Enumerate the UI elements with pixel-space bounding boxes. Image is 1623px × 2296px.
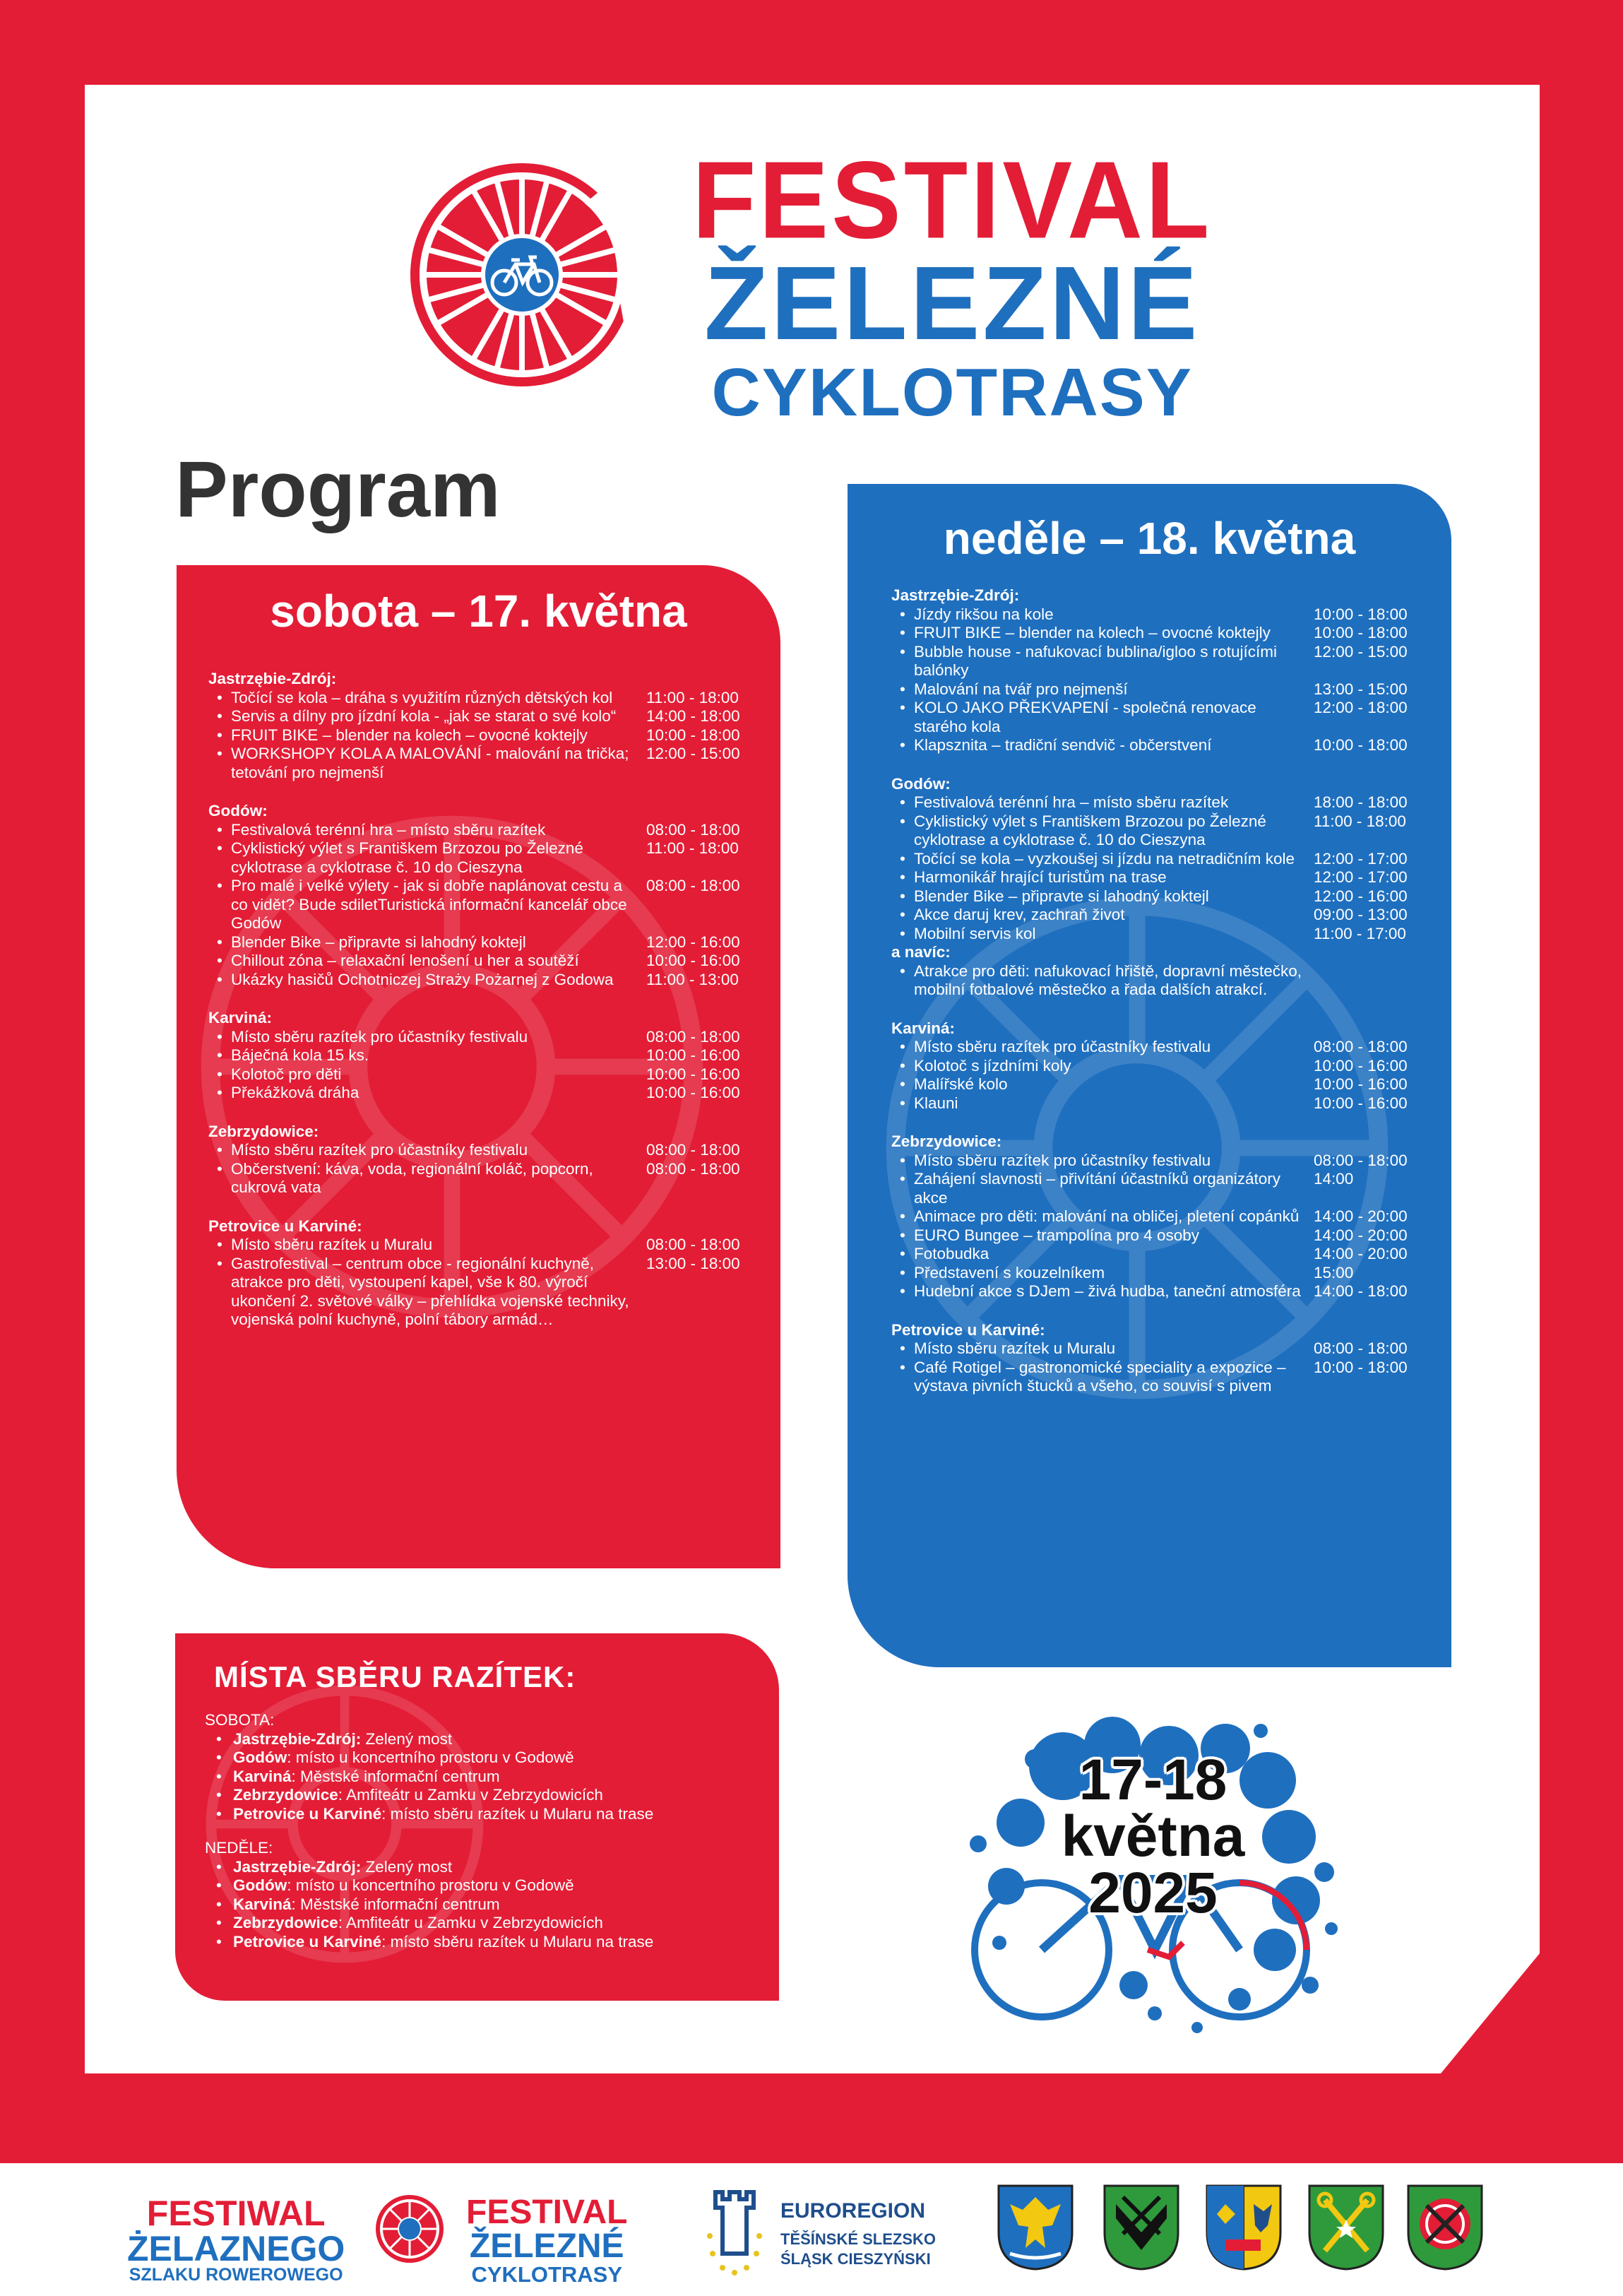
schedule-item: [891, 793, 1430, 812]
cz-logo-line1: FESTIVAL: [466, 2194, 628, 2231]
small-wheel-logo-icon: [374, 2194, 445, 2264]
schedule-section: [208, 802, 759, 989]
bullet-icon: •: [900, 605, 905, 623]
bullet-icon: •: [900, 906, 905, 923]
section-title: Karviná:: [891, 1019, 956, 1037]
schedule-item: [891, 1075, 1430, 1094]
schedule-item: [891, 736, 1430, 755]
stamps-group: [205, 1711, 765, 1823]
schedule-item: [208, 839, 759, 877]
event-time: 12:00 - 17:00: [1314, 868, 1408, 886]
event-time: 10:00 - 18:00: [1314, 1358, 1408, 1376]
schedule-item: [208, 952, 759, 971]
crest-green-black-icon: [1102, 2183, 1181, 2271]
event-text: Místo sběru razítek pro účastníky festivalu: [914, 1151, 1211, 1169]
event-time: 09:00 - 13:00: [1314, 906, 1408, 923]
bullet-icon: •: [900, 642, 905, 661]
schedule-item: [891, 868, 1430, 887]
event-time: 11:00 - 18:00: [646, 839, 739, 857]
section-title: Godów:: [208, 802, 268, 819]
event-time: 12:00 - 16:00: [1314, 887, 1408, 905]
event-text: Zahájení slavnosti – přivítání účastníků organizátory akce: [914, 1170, 1281, 1207]
stamp-location: [205, 1730, 765, 1749]
section-extra-title: a navíc:: [891, 943, 951, 961]
event-time: 10:00 - 16:00: [646, 1065, 740, 1083]
event-text: Představení s kouzelníkem: [914, 1263, 1105, 1282]
event-text: Hudební akce s DJem – živá hudba, taneční atmosféra: [914, 1282, 1301, 1300]
bullet-icon: •: [217, 1141, 222, 1159]
bullet-icon: •: [217, 745, 222, 762]
event-text: Místo sběru razítek u Muralu: [914, 1339, 1116, 1357]
dates-text: [957, 1748, 1349, 1925]
stamp-place: Zebrzydowice: [233, 1914, 338, 1931]
event-time: 10:00 - 16:00: [1314, 1075, 1408, 1093]
bullet-icon: •: [216, 1748, 222, 1766]
stamps-group: [205, 1839, 765, 1951]
event-time: 12:00 - 17:00: [1314, 849, 1408, 868]
bullet-icon: •: [216, 1786, 222, 1804]
stamp-location: [205, 1858, 765, 1877]
bullet-icon: •: [900, 1358, 905, 1376]
schedule-section: [208, 1009, 759, 1103]
schedule-section: [208, 670, 759, 782]
pl-logo-line3: SZLAKU ROWEROWEGO: [129, 2265, 343, 2285]
bullet-icon: •: [900, 1170, 905, 1188]
stamp-location: [205, 1895, 765, 1915]
bullet-icon: •: [216, 1857, 222, 1876]
event-time: 10:00 - 16:00: [1314, 1056, 1408, 1075]
schedule-item: [208, 1084, 759, 1103]
sunday-schedule: [891, 586, 1430, 1416]
bullet-icon: •: [217, 1084, 222, 1101]
event-text: Místo sběru razítek pro účastníky festivalu: [914, 1038, 1211, 1055]
pl-logo-line2: ŻELAZNEGO: [127, 2229, 345, 2268]
bullet-icon: •: [216, 1729, 222, 1748]
event-time: 18:00 - 18:00: [1314, 793, 1408, 811]
event-text: Cyklistický výlet s Františkem Brzozou po Železné cyklotrase a cyklotrase č. 10 do Cieszyna: [231, 839, 583, 876]
bullet-icon: •: [217, 839, 222, 857]
bullet-icon: •: [217, 1159, 222, 1178]
event-time: 11:00 - 18:00: [646, 688, 739, 706]
event-text: Festivalová terénní hra – místo sběru razítek: [231, 820, 546, 839]
event-time: 08:00 - 18:00: [646, 1141, 740, 1159]
event-time: 08:00 - 18:00: [1314, 1038, 1408, 1055]
stamp-location: [205, 1786, 765, 1805]
stamp-place: Petrovice u Karviné: [233, 1804, 382, 1823]
event-time: 12:00 - 16:00: [646, 933, 740, 951]
stamp-desc: : místo u koncertního prostoru v Godowě: [287, 1748, 574, 1766]
bullet-icon: •: [900, 1245, 905, 1262]
event-text: Harmonikář hrající turistům na trase: [914, 868, 1167, 886]
event-text: Místo sběru razítek pro účastníky festivalu: [231, 1027, 528, 1046]
saturday-heading: sobota – 17. května: [270, 586, 687, 637]
schedule-section: [208, 1217, 759, 1330]
bullet-icon: •: [900, 1094, 905, 1112]
event-text: Točící se kola – vyzkoušej si jízdu na netradičním kole: [914, 849, 1295, 868]
bullet-icon: •: [216, 1804, 222, 1823]
title-line-festival: FESTIVAL: [692, 138, 1213, 262]
event-text: Bubble house - nafukovací bublina/igloo s rotujícími balónky: [914, 642, 1278, 679]
stamp-desc: Zelený most: [361, 1729, 453, 1748]
stamp-desc: : Amfiteátr u Zamku v Zebrzydowicích: [338, 1786, 603, 1804]
event-time: 08:00 - 18:00: [646, 1159, 740, 1178]
schedule-item: [891, 605, 1430, 625]
bullet-icon: •: [900, 1075, 905, 1093]
stamp-desc: : místo sběru razítek u Mularu na trase: [381, 1804, 654, 1823]
event-time: 13:00 - 18:00: [646, 1254, 740, 1272]
event-text: Atrakce pro děti: nafukovací hřiště, dopravní městečko, mobilní fotbalové městečko a řada dalších atrakcí.: [914, 961, 1302, 998]
schedule-section: [891, 775, 1430, 1000]
bullet-icon: •: [900, 1151, 905, 1169]
bullet-icon: •: [900, 624, 905, 641]
schedule-item: [208, 1141, 759, 1160]
event-time: 10:00 - 16:00: [646, 952, 740, 969]
stamp-place: Godów: [233, 1876, 287, 1894]
bullet-icon: •: [900, 924, 905, 942]
event-time: 14:00 - 20:00: [1314, 1226, 1408, 1244]
stamps-list: [205, 1711, 765, 1967]
crest-green-keys-icon: [1307, 2183, 1386, 2271]
stamp-location: [205, 1876, 765, 1895]
stamp-desc: : místo sběru razítek u Mularu na trase: [381, 1932, 654, 1951]
cz-logo-line2: ŽELEZNÉ: [469, 2227, 624, 2265]
event-text: Gastrofestival – centrum obce - regionální kuchyně, atrakce pro děti, vystoupení kapel, vše k 80. výročí ukončení 2. světové války – přehlídka vojenské techniky, vojenská polní kuchyně, polní tábory armád…: [231, 1254, 629, 1328]
schedule-item: [891, 962, 1430, 1000]
event-time: 13:00 - 15:00: [1314, 680, 1408, 698]
schedule-item: [208, 1065, 759, 1084]
title-line-cyklotrasy: CYKLOTRASY: [711, 355, 1193, 430]
bullet-icon: •: [900, 1226, 905, 1244]
schedule-item: [891, 1264, 1430, 1283]
bullet-icon: •: [217, 952, 222, 969]
stamps-heading: MÍSTA SBĚRU RAZÍTEK:: [214, 1660, 576, 1693]
schedule-item: [891, 1282, 1430, 1301]
sunday-panel: [848, 484, 1451, 1667]
event-time: 10:00 - 18:00: [1314, 624, 1408, 641]
stamp-location: [205, 1914, 765, 1933]
schedule-item: [891, 1207, 1430, 1226]
event-text: Malování na tvář pro nejmenší: [914, 680, 1128, 698]
event-time: 08:00 - 18:00: [646, 1027, 740, 1046]
section-title: Zebrzydowice:: [891, 1132, 1002, 1150]
event-time: 14:00 - 20:00: [1314, 1207, 1408, 1225]
event-text: Kolotoč s jízdními koly: [914, 1056, 1071, 1075]
schedule-item: [891, 643, 1430, 680]
schedule-item: [891, 1170, 1430, 1207]
event-text: Ukázky hasičů Ochotniczej Straży Pożarnej z Godowa: [231, 970, 614, 988]
schedule-item: [208, 707, 759, 726]
event-text: Cyklistický výlet s Františkem Brzozou po Železné cyklotrase a cyklotrase č. 10 do Cieszyna: [914, 812, 1266, 848]
stamp-location: [205, 1748, 765, 1768]
event-time: 11:00 - 18:00: [1314, 812, 1406, 830]
event-time: 12:00 - 18:00: [1314, 699, 1408, 716]
schedule-item: [891, 1245, 1430, 1264]
event-time: [1314, 962, 1430, 1000]
schedule-item: [208, 726, 759, 745]
event-text: Klapsznita – tradiční sendvič - občerstvení: [914, 736, 1212, 754]
bullet-icon: •: [900, 868, 905, 886]
saturday-schedule: [208, 670, 759, 1349]
schedule-section: [891, 1321, 1430, 1396]
festival-wheel-logo: [408, 161, 636, 389]
stamp-place: Karviná: [233, 1895, 292, 1913]
crest-yellow-eagle-icon: [996, 2183, 1075, 2271]
schedule-item: [208, 1028, 759, 1047]
stamp-place: Godów: [233, 1748, 287, 1766]
event-text: KOLO JAKO PŘEKVAPENÍ - společná renovace starého kola: [914, 699, 1256, 735]
bullet-icon: •: [900, 736, 905, 754]
event-time: 12:00 - 15:00: [646, 745, 740, 762]
bullet-icon: •: [900, 1339, 905, 1357]
stamp-location: [205, 1768, 765, 1787]
schedule-item: [891, 1339, 1430, 1359]
schedule-item: [891, 850, 1430, 869]
euroregion-pl-name: ŚLĄSK CIESZYŃSKI: [780, 2250, 931, 2268]
event-time: 10:00 - 18:00: [646, 726, 740, 744]
schedule-section: [891, 1132, 1430, 1301]
schedule-item: [891, 1359, 1430, 1396]
bullet-icon: •: [900, 849, 905, 868]
sunday-heading: neděle – 18. května: [943, 513, 1356, 564]
program-heading: Program: [175, 445, 501, 533]
stamp-desc: : Amfiteátr u Zamku v Zebrzydowicích: [338, 1914, 603, 1931]
event-time: 11:00 - 17:00: [1314, 924, 1406, 942]
event-text: WORKSHOPY KOLA A MALOVÁNÍ - malování na trička; tetování pro nejmenší: [231, 745, 629, 781]
stamp-desc: : místo u koncertního prostoru v Godowě: [287, 1876, 574, 1894]
event-text: Festivalová terénní hra – místo sběru razítek: [914, 793, 1229, 811]
schedule-item: [208, 1160, 759, 1197]
bullet-icon: •: [216, 1914, 222, 1931]
schedule-item: [891, 1226, 1430, 1245]
bullet-icon: •: [900, 1056, 905, 1075]
bullet-icon: •: [900, 812, 905, 830]
saturday-panel: [177, 565, 780, 1568]
event-text: Točící se kola – dráha s využitím různých dětských kol: [231, 688, 613, 706]
stamp-location: [205, 1933, 765, 1952]
bullet-icon: •: [217, 726, 222, 744]
bullet-icon: •: [900, 961, 905, 980]
bullet-icon: •: [217, 1046, 222, 1064]
stamps-day-title: NEDĚLE:: [205, 1839, 273, 1857]
event-text: EURO Bungee – trampolína pro 4 osoby: [914, 1226, 1199, 1244]
schedule-item: [891, 1038, 1430, 1057]
title-line-zelezne: ŽELEZNÉ: [704, 245, 1201, 362]
section-title: Karviná:: [208, 1009, 273, 1026]
event-time: 10:00 - 16:00: [646, 1046, 740, 1064]
bullet-icon: •: [900, 699, 905, 716]
event-text: Café Rotigel – gastronomické speciality a expozice – výstava pivních štucků a všeho, co souvisí s pivem: [914, 1358, 1286, 1395]
stamp-place: Jastrzębie-Zdrój:: [233, 1857, 362, 1876]
stamp-place: Jastrzębie-Zdrój:: [233, 1729, 362, 1748]
event-time: 11:00 - 13:00: [646, 970, 739, 988]
schedule-item: [891, 1152, 1430, 1171]
event-time: 12:00 - 15:00: [1314, 642, 1408, 661]
event-time: 14:00 - 18:00: [1314, 1282, 1408, 1300]
bullet-icon: •: [217, 1236, 222, 1253]
event-text: Občerstvení: káva, voda, regionální koláč, popcorn, cukrová vata: [231, 1159, 593, 1196]
event-text: Fotobudka: [914, 1245, 989, 1262]
pl-logo-line1: FESTIWAL: [146, 2194, 326, 2233]
section-title: Godów:: [891, 774, 951, 793]
dates-month: května: [1061, 1804, 1245, 1869]
event-text: Blender Bike – připravte si lahodný koktejl: [914, 887, 1209, 905]
section-title: Petrovice u Karviné:: [208, 1217, 362, 1235]
event-time: 10:00 - 18:00: [1314, 736, 1408, 754]
schedule-item: [891, 680, 1430, 699]
stamp-desc: Zelený most: [361, 1857, 453, 1876]
schedule-section: [891, 1019, 1430, 1113]
stamp-desc: : Městské informační centrum: [291, 1895, 500, 1913]
stamp-place: Petrovice u Karviné: [233, 1932, 382, 1951]
event-time: 14:00 - 20:00: [1314, 1245, 1408, 1262]
event-time: 08:00 - 18:00: [646, 1236, 740, 1253]
event-text: Překážková dráha: [231, 1084, 359, 1101]
event-time: 08:00 - 18:00: [646, 820, 740, 839]
bullet-icon: •: [217, 1027, 222, 1046]
event-time: 10:00 - 16:00: [1314, 1094, 1408, 1112]
schedule-item: [208, 1236, 759, 1255]
euroregion-tower-icon: [703, 2186, 766, 2278]
section-title: Jastrzębie-Zdrój:: [208, 670, 337, 687]
schedule-item: [891, 906, 1430, 925]
bullet-icon: •: [900, 793, 905, 811]
event-text: Mobilní servis kol: [914, 924, 1036, 942]
crest-eagle-blue-icon: [1204, 2183, 1283, 2271]
event-text: Akce daruj krev, zachraň život: [914, 906, 1125, 923]
event-text: Místo sběru razítek u Muralu: [231, 1236, 433, 1253]
event-text: Servis a dílny pro jízdní kola - „jak se starat o své kolo“: [231, 707, 617, 725]
cz-logo-line3: CYKLOTRASY: [471, 2262, 623, 2287]
stamps-panel: [175, 1633, 779, 2001]
section-title: Petrovice u Karviné:: [891, 1320, 1045, 1339]
bullet-icon: •: [217, 820, 222, 839]
bullet-icon: •: [216, 1895, 222, 1913]
schedule-item: [891, 699, 1430, 736]
event-text: FRUIT BIKE – blender na kolech – ovocné koktejly: [231, 726, 588, 744]
event-time: 14:00 - 18:00: [646, 707, 740, 725]
stamp-place: Zebrzydowice: [233, 1786, 338, 1804]
bullet-icon: •: [217, 688, 222, 706]
bullet-icon: •: [900, 1038, 905, 1055]
pl-festival-logo: [127, 2196, 345, 2284]
schedule-item: [208, 1046, 759, 1065]
schedule-item: [208, 877, 759, 933]
stamp-location: [205, 1805, 765, 1824]
event-time: 10:00 - 16:00: [646, 1084, 740, 1101]
dates-badge: [957, 1717, 1349, 2042]
schedule-item: [891, 1057, 1430, 1076]
bullet-icon: •: [900, 887, 905, 905]
schedule-item: [891, 925, 1430, 944]
stamp-place: Karviná: [233, 1767, 292, 1785]
schedule-item: [208, 971, 759, 990]
event-text: Pro malé i velké výlety - jak si dobře naplánovat cestu a co vidět? Bude sdiletTuristická informační kancelář obce Godów: [231, 877, 627, 932]
event-time: 08:00 - 18:00: [646, 877, 740, 894]
bullet-icon: •: [217, 933, 222, 951]
bullet-icon: •: [217, 970, 222, 988]
event-text: Blender Bike – připravte si lahodný koktejl: [231, 933, 526, 951]
schedule-item: [891, 812, 1430, 850]
event-text: Místo sběru razítek pro účastníky festivalu: [231, 1141, 528, 1159]
bullet-icon: •: [216, 1876, 222, 1894]
event-time: 14:00: [1314, 1170, 1354, 1188]
bullet-icon: •: [900, 680, 905, 698]
schedule-section: [208, 1123, 759, 1197]
bullet-icon: •: [900, 1207, 905, 1225]
event-text: Báječná kola 15 ks.: [231, 1046, 369, 1064]
schedule-item: [891, 887, 1430, 906]
event-text: Klauni: [914, 1094, 958, 1112]
event-time: 08:00 - 18:00: [1314, 1339, 1408, 1357]
euroregion-cz-name: TĚŠÍNSKÉ SLEZSKO: [780, 2230, 937, 2248]
schedule-item: [891, 1094, 1430, 1113]
bullet-icon: •: [900, 1263, 905, 1282]
cz-festival-logo: [466, 2196, 627, 2285]
bullet-icon: •: [217, 877, 222, 894]
bullet-icon: •: [216, 1767, 222, 1785]
event-text: Jízdy rikšou na kole: [914, 605, 1054, 623]
dates-year: 2025: [1088, 1861, 1218, 1925]
event-time: 15:00: [1314, 1263, 1354, 1282]
schedule-item: [208, 933, 759, 952]
event-text: FRUIT BIKE – blender na kolech – ovocné koktejly: [914, 624, 1271, 641]
schedule-item: [208, 1255, 759, 1330]
event-text: Kolotoč pro děti: [231, 1065, 342, 1083]
dates-days: 17-18: [1078, 1748, 1227, 1812]
event-time: 10:00 - 18:00: [1314, 605, 1408, 623]
crest-red-wheel-icon: [1405, 2183, 1485, 2271]
festival-title: [692, 138, 1213, 430]
euroregion-name: EUROREGION: [780, 2199, 926, 2223]
section-title: Jastrzębie-Zdrój:: [891, 586, 1020, 604]
stamps-day-title: SOBOTA:: [205, 1711, 275, 1729]
bullet-icon: •: [216, 1932, 222, 1951]
event-time: 08:00 - 18:00: [1314, 1151, 1408, 1169]
bullet-icon: •: [900, 1282, 905, 1300]
schedule-item: [208, 821, 759, 840]
section-title: Zebrzydowice:: [208, 1122, 319, 1140]
schedule-section: [891, 586, 1430, 755]
bullet-icon: •: [217, 1254, 222, 1272]
stamp-desc: : Městské informační centrum: [291, 1767, 500, 1785]
schedule-item: [208, 689, 759, 708]
bullet-icon: •: [217, 1065, 222, 1083]
bullet-icon: •: [217, 707, 222, 725]
event-text: Animace pro děti: malování na obličej, pletení copánků: [914, 1207, 1300, 1225]
event-text: Chillout zóna – relaxační lenošení u her a soutěží: [231, 952, 579, 969]
event-text: Malířské kolo: [914, 1075, 1008, 1093]
schedule-item: [891, 624, 1430, 643]
schedule-item: [208, 745, 759, 782]
